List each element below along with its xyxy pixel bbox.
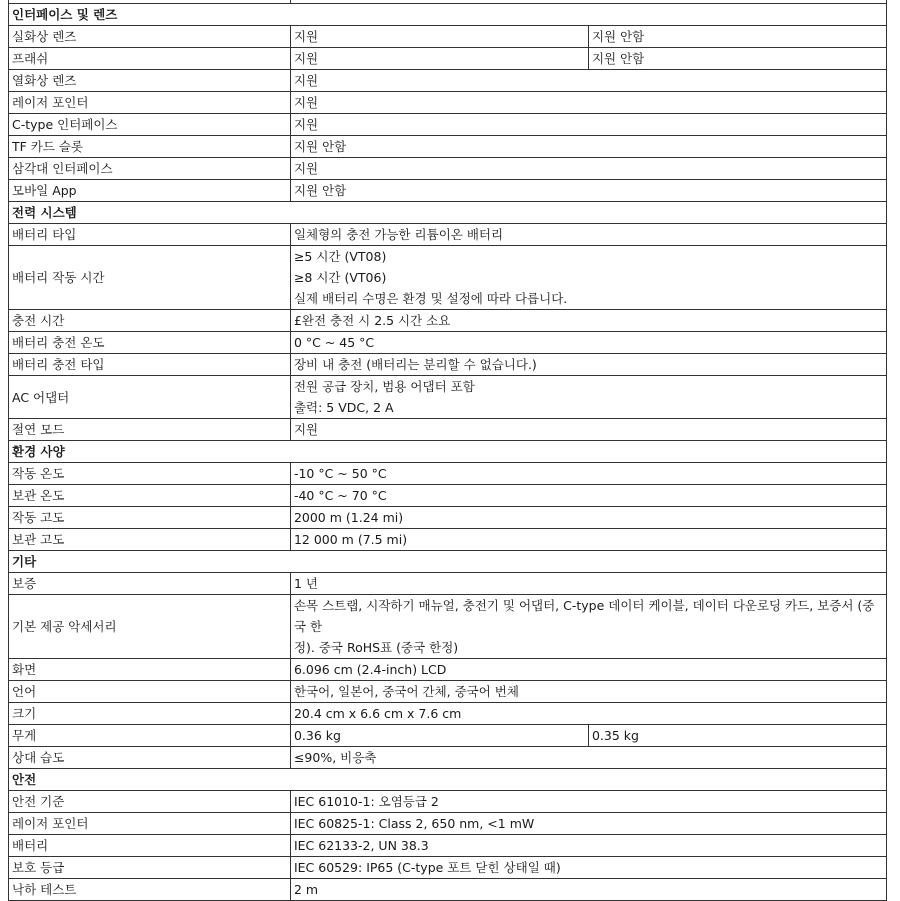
- row-value: 지원 안함: [290, 180, 886, 202]
- row-label: 레이저 포인터: [9, 813, 291, 835]
- table-row: [9, 224, 887, 246]
- section-title: 기타: [9, 551, 887, 573]
- row-label: 배터리 작동 시간: [9, 246, 291, 310]
- row-value: 한국어, 일본어, 중국어 간체, 중국어 번체: [290, 681, 886, 703]
- spec-table: [8, 0, 887, 901]
- row-value-secondary: 지원 안함: [588, 48, 886, 70]
- table-row: [9, 26, 887, 48]
- row-value: 지원: [290, 70, 886, 92]
- row-label: TF 카드 슬롯: [9, 136, 291, 158]
- row-value-line: 정). 중국 RoHS표 (중국 한정): [293, 640, 459, 655]
- row-value: 지원: [290, 419, 886, 441]
- table-row: [9, 681, 887, 703]
- row-label: 보관 온도: [9, 485, 291, 507]
- table-row: [9, 463, 887, 485]
- table-row: [9, 419, 887, 441]
- row-value: IEC 60825-1: Class 2, 650 nm, <1 mW: [290, 813, 886, 835]
- row-value: ≤90%, 비응축: [290, 747, 886, 769]
- row-value: 지원: [290, 92, 886, 114]
- table-row: [9, 92, 887, 114]
- section-header: [9, 769, 887, 791]
- table-row: [9, 659, 887, 681]
- row-label: 작동 온도: [9, 463, 291, 485]
- row-value: IEC 62133-2, UN 38.3: [290, 835, 886, 857]
- row-label: 안전 기준: [9, 791, 291, 813]
- table-row: [9, 376, 887, 419]
- row-value-secondary: 0.35 kg: [588, 725, 886, 747]
- table-row: [9, 529, 887, 551]
- table-row: [9, 725, 887, 747]
- table-row: [9, 332, 887, 354]
- row-label: 열화상 렌즈: [9, 70, 291, 92]
- row-label: 보증: [9, 573, 291, 595]
- section-title: 환경 사양: [9, 441, 887, 463]
- table-row: [9, 246, 887, 310]
- spec-table-container: [8, 0, 887, 901]
- row-value: 지원 안함: [290, 136, 886, 158]
- spec-table-body: [9, 0, 887, 901]
- table-row: [9, 158, 887, 180]
- row-value: £완전 충전 시 2.5 시간 소요: [290, 310, 886, 332]
- row-label: 기본 제공 악세서리: [9, 595, 291, 659]
- row-label: 배터리 타입: [9, 224, 291, 246]
- row-label: 충전 시간: [9, 310, 291, 332]
- table-row: [9, 180, 887, 202]
- row-value-primary: 0.36 kg: [290, 725, 588, 747]
- row-value: IEC 60529: IP65 (C-type 포트 닫힌 상태일 때): [290, 857, 886, 879]
- row-value: [290, 246, 886, 310]
- table-row: [9, 507, 887, 529]
- table-row: [9, 703, 887, 725]
- row-label: 배터리 충전 온도: [9, 332, 291, 354]
- section-title: 안전: [9, 769, 887, 791]
- row-label: 상대 습도: [9, 747, 291, 769]
- row-label: C-type 인터페이스: [9, 114, 291, 136]
- section-title: 전력 시스템: [9, 202, 887, 224]
- table-row: [9, 70, 887, 92]
- row-label: AC 어댑터: [9, 376, 291, 419]
- row-value: 1 년: [290, 573, 886, 595]
- row-label: 레이저 포인터: [9, 92, 291, 114]
- row-label: 언어: [9, 681, 291, 703]
- row-value: 지원: [290, 158, 886, 180]
- row-value-secondary: 지원 안함: [588, 26, 886, 48]
- row-label: 화면: [9, 659, 291, 681]
- table-row: [9, 791, 887, 813]
- row-value: [290, 595, 886, 659]
- row-value: [290, 376, 886, 419]
- table-row: [9, 136, 887, 158]
- row-label: 배터리: [9, 835, 291, 857]
- section-title: 인터페이스 및 렌즈: [9, 4, 887, 26]
- row-value: IEC 61010-1: 오염등급 2: [290, 791, 886, 813]
- section-header: [9, 441, 887, 463]
- table-row: [9, 857, 887, 879]
- row-label: 보관 고도: [9, 529, 291, 551]
- table-row: [9, 747, 887, 769]
- row-value-line: 전원 공급 장치, 범용 어댑터 포함: [293, 379, 475, 394]
- table-row: [9, 354, 887, 376]
- table-row: [9, 835, 887, 857]
- table-row: [9, 48, 887, 70]
- row-label: 낙하 테스트: [9, 879, 291, 901]
- row-value: 장비 내 충전 (배터리는 분리할 수 없습니다.): [290, 354, 886, 376]
- row-label: 작동 고도: [9, 507, 291, 529]
- section-header: [9, 4, 887, 26]
- row-value: -10 °C ~ 50 °C: [290, 463, 886, 485]
- row-value: 일체형의 충전 가능한 리튬이온 배터리: [290, 224, 886, 246]
- row-value-line: 손목 스트랩, 시작하기 매뉴얼, 충전기 및 어댑터, C-type 데이터 케이블, 데이터 다운로딩 카드, 보증서 (중국 한: [293, 598, 875, 634]
- row-value: 2 m: [290, 879, 886, 901]
- row-label: 크기: [9, 703, 291, 725]
- row-value: 지원: [290, 114, 886, 136]
- row-value-line: ≥5 시간 (VT08): [293, 249, 387, 264]
- row-value: -40 °C ~ 70 °C: [290, 485, 886, 507]
- table-row: [9, 879, 887, 901]
- row-label: 모바일 App: [9, 180, 291, 202]
- table-row: [9, 114, 887, 136]
- row-value: 12 000 m (7.5 mi): [290, 529, 886, 551]
- row-value: 2000 m (1.24 mi): [290, 507, 886, 529]
- table-row: [9, 310, 887, 332]
- table-row: [9, 485, 887, 507]
- row-value-line: 출력: 5 VDC, 2 A: [293, 400, 394, 415]
- table-row: [9, 813, 887, 835]
- row-label: 무게: [9, 725, 291, 747]
- row-value-primary: 지원: [290, 26, 588, 48]
- row-label: 실화상 렌즈: [9, 26, 291, 48]
- row-label: 배터리 충전 타입: [9, 354, 291, 376]
- row-value-primary: 지원: [290, 48, 588, 70]
- row-value-line: ≥8 시간 (VT06): [293, 270, 387, 285]
- row-label: 절연 모드: [9, 419, 291, 441]
- section-header: [9, 551, 887, 573]
- row-label: 프래쉬: [9, 48, 291, 70]
- row-value-line: 실제 배터리 수명은 환경 및 설정에 따라 다릅니다.: [293, 291, 568, 306]
- row-label: 보호 등급: [9, 857, 291, 879]
- row-value: 0 °C ~ 45 °C: [290, 332, 886, 354]
- section-header: [9, 202, 887, 224]
- row-label: 삼각대 인터페이스: [9, 158, 291, 180]
- row-value: 6.096 cm (2.4-inch) LCD: [290, 659, 886, 681]
- table-row: [9, 573, 887, 595]
- row-value: 20.4 cm x 6.6 cm x 7.6 cm: [290, 703, 886, 725]
- table-row: [9, 595, 887, 659]
